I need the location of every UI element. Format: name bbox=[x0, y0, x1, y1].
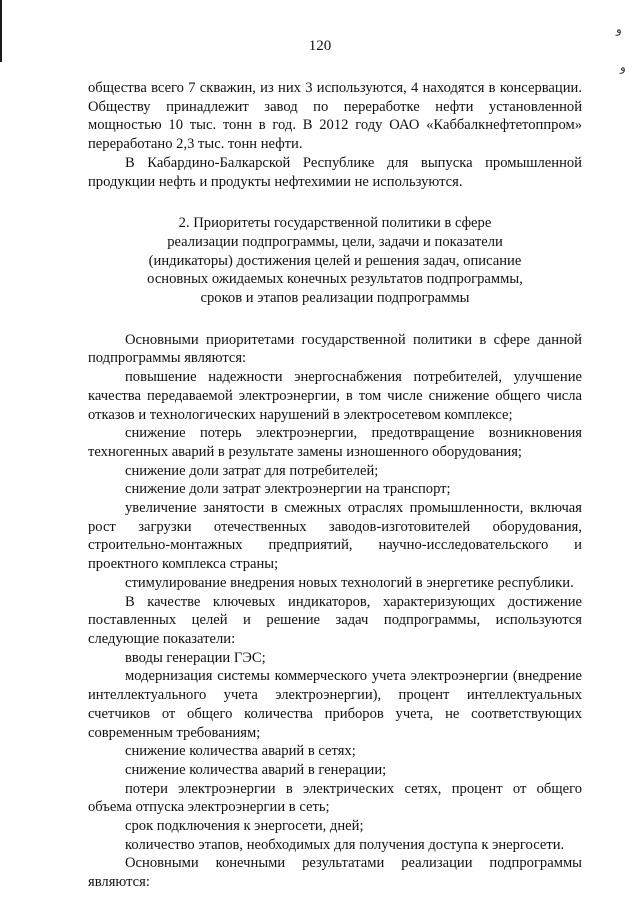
heading-line: (индикаторы) достижения целей и решения задач, описание bbox=[148, 252, 522, 269]
list-item: вводы генерации ГЭС; bbox=[125, 649, 266, 666]
heading-line: основных ожидаемых конечных результатов подпрограммы, bbox=[147, 271, 523, 288]
list-item: снижение доли затрат электроэнергии на транспорт; bbox=[125, 481, 451, 498]
heading-line: 2. Приоритеты государственной политики в сфере bbox=[178, 215, 492, 232]
paragraph: Основными конечными результатами реализации подпрограммы являются: bbox=[88, 855, 582, 891]
indicators-list bbox=[88, 649, 582, 855]
list-item: снижение потерь электроэнергии, предотвращение возникновения техногенных аварий в результате замены изношенного оборудования; bbox=[88, 425, 582, 460]
paragraph: общества всего 7 скважин, из них 3 используются, 4 находятся в консервации. Обществу принадлежит завод по переработке нефти установленной мощностью 10 тыс. тонн в год. В 2012 году ОАО «Каббалкнефтетоппром» переработано 2,3 тыс. тонн нефти. bbox=[88, 80, 582, 153]
list-item: модернизация системы коммерческого учета электроэнергии (внедрение интеллектуального учета электроэнергии), процент интеллектуальных счетчиков от общего количества приборов учета, не соответствующих современным требованиям; bbox=[88, 668, 582, 741]
list-item: увеличение занятости в смежных отраслях промышленности, включая рост загрузки отечественных заводов-изготовителей оборудования, строительно-монтажных предприятий, научно-исследовательского и проектного комплекса страны; bbox=[88, 500, 582, 573]
section-heading bbox=[108, 214, 562, 308]
paragraph: В Кабардино-Балкарской Республике для выпуска промышленной продукции нефть и продукты нефтехимии не используются. bbox=[88, 154, 582, 190]
list-item: снижение доли затрат для потребителей; bbox=[125, 462, 379, 479]
list-item: снижение количества аварий в генерации; bbox=[125, 761, 387, 778]
list-item: количество этапов, необходимых для получения доступа к энергосети. bbox=[125, 836, 565, 853]
heading-line: реализации подпрограммы, цели, задачи и показатели bbox=[167, 233, 503, 250]
heading-line: сроков и этапов реализации подпрограммы bbox=[200, 290, 470, 307]
scan-artifact-mark: ﻭ bbox=[620, 60, 626, 74]
list-item: стимулирование внедрения новых технологий в энергетике республики. bbox=[125, 574, 574, 591]
list-item: срок подключения к энергосети, дней; bbox=[125, 818, 364, 835]
paragraph: Основными приоритетами государственной политики в сфере данной подпрограммы являются: bbox=[88, 331, 582, 367]
priorities-list bbox=[88, 368, 582, 592]
document-body bbox=[88, 79, 582, 892]
list-item: потери электроэнергии в электрических сетях, процент от общего объема отпуска электроэнергии в сеть; bbox=[88, 780, 582, 816]
list-item: повышение надежности энергоснабжения потребителей, улучшение качества передаваемой электроэнергии, в том числе снижение общего числа отказов и технологических нарушений в электросетевом комплексе; bbox=[88, 369, 582, 423]
page-number: 120 bbox=[308, 38, 332, 54]
list-item: снижение количества аварий в сетях; bbox=[125, 743, 356, 760]
scan-artifact-mark: ﻭ bbox=[616, 22, 622, 36]
paragraph: В качестве ключевых индикаторов, характеризующих достижение поставленных целей и решение задач подпрограммы, используются следующие показатели: bbox=[88, 593, 582, 647]
